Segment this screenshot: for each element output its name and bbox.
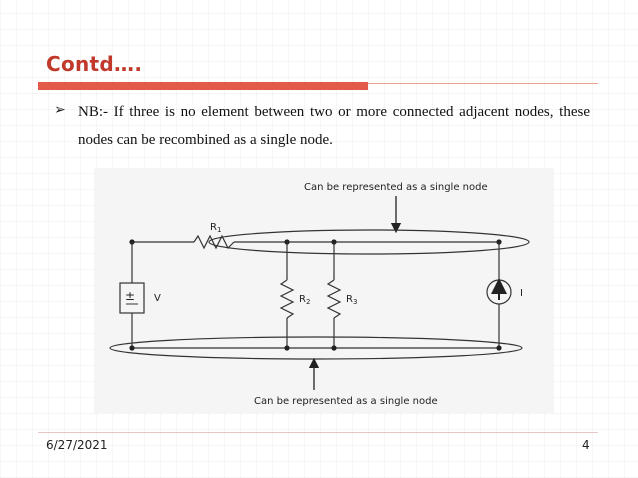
i-label: I <box>520 288 523 299</box>
node-dot <box>284 345 289 350</box>
r3-resistor <box>328 280 340 318</box>
bullet-text: NB:- If three is no element between two or more connected adjacent nodes, these nodes can be recombined as a single node. <box>78 104 590 148</box>
bottom-annotation: Can be represented as a single node <box>254 396 438 407</box>
r1-label: $R_1$ <box>210 222 222 234</box>
r1-resistor <box>194 236 234 248</box>
r3-label: $R_3$ <box>346 294 358 306</box>
circuit-diagram <box>94 168 554 414</box>
node-dot <box>496 345 501 350</box>
footer-date: 6/27/2021 <box>46 438 108 452</box>
circuit-figure <box>94 168 554 414</box>
node-dot <box>129 345 134 350</box>
title-underline <box>368 83 598 84</box>
footer-divider <box>38 432 598 433</box>
r2-resistor <box>281 280 293 318</box>
page-number: 4 <box>582 438 590 452</box>
arrow-bullet-icon: ➢ <box>54 102 66 118</box>
v-label: V <box>154 293 161 304</box>
r2-label: $R_2$ <box>299 294 311 306</box>
voltage-polarity: ± <box>125 289 136 303</box>
top-annotation: Can be represented as a single node <box>304 182 488 193</box>
title-accent-bar <box>38 82 368 90</box>
node-dot <box>331 345 336 350</box>
slide-title: Contd…. <box>46 52 143 76</box>
